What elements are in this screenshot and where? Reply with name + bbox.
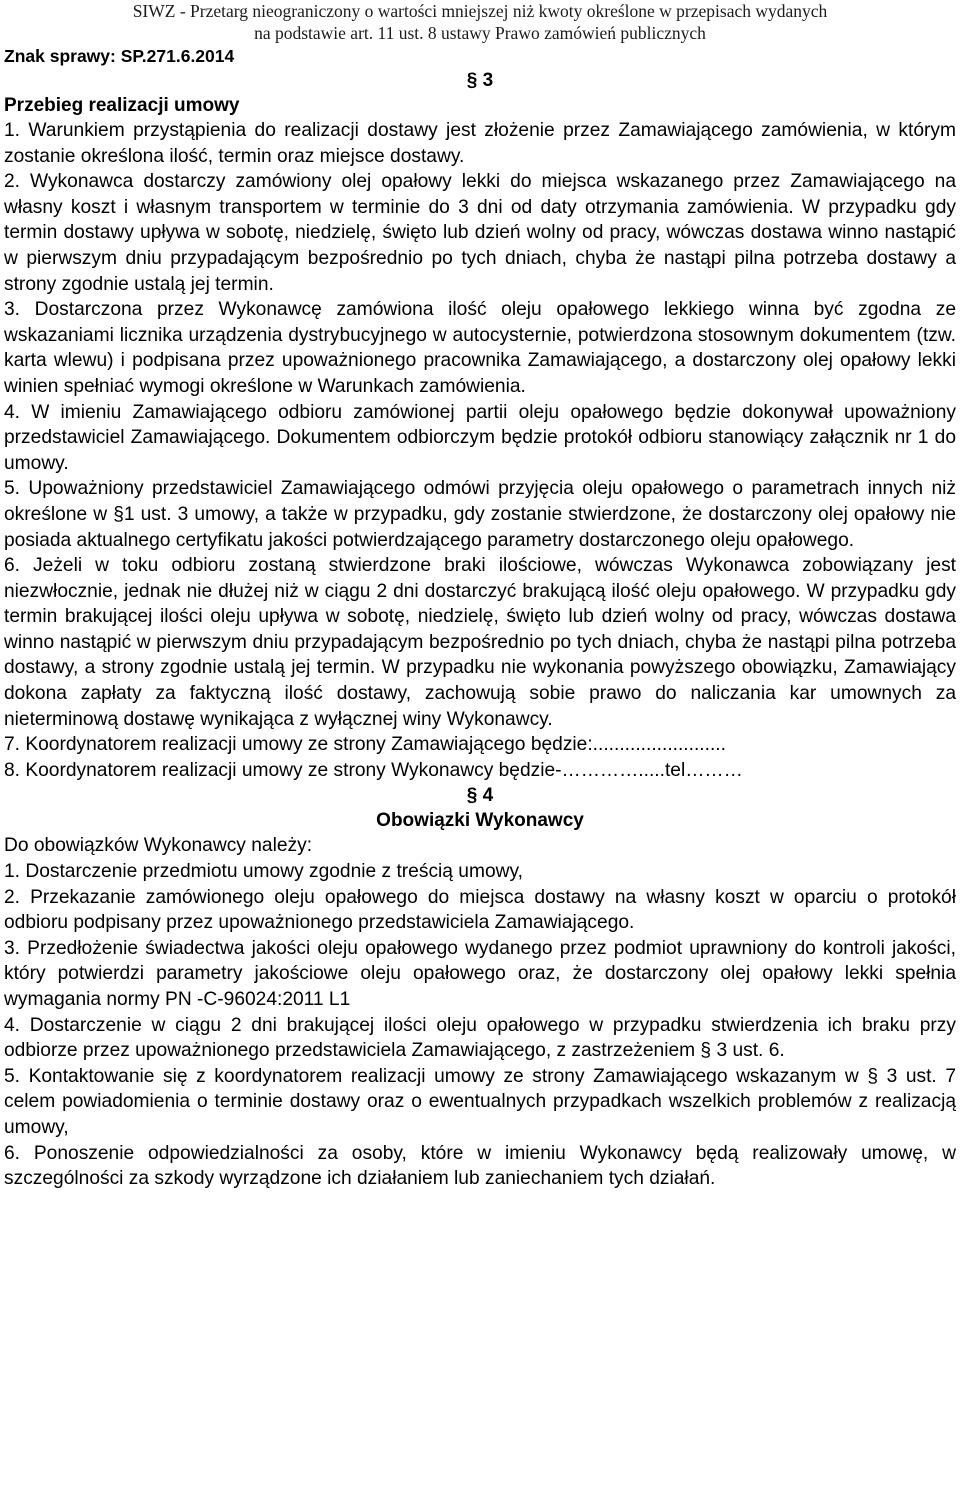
section-3-title: Przebieg realizacji umowy xyxy=(4,95,240,116)
section-3-paragraph-1: 1. Warunkiem przystąpienia do realizacji dostawy jest złożenie przez Zamawiającego zamówienia, w którym zostanie określona ilość, termin oraz miejsce dostawy. xyxy=(4,120,956,167)
section-4-intro: Do obowiązków Wykonawcy należy: xyxy=(4,835,313,857)
section-3-sign: § 3 xyxy=(466,70,494,91)
section-4-body xyxy=(4,833,956,1191)
section-4-title: Obowiązki Wykonawcy xyxy=(376,810,584,832)
case-number: Znak sprawy: SP.271.6.2014 xyxy=(4,46,235,66)
section-3-paragraph-7: 7. Koordynatorem realizacji umowy ze strony Zamawiającego będzie:......................... xyxy=(4,734,726,756)
section-4-paragraph-2: 2. Przekazanie zamówionego oleju opałowego do miejsca dostawy na własny koszt w oparciu o protokół odbioru podpisany przez upoważnionego przedstawiciela Zamawiającego. xyxy=(4,886,956,934)
section-3-paragraph-4: 4. W imieniu Zamawiającego odbioru zamówionej partii oleju opałowego będzie dokonywał upoważniony przedstawiciel Zamawiającego. Dokumentem odbiorczym będzie protokół odbioru stanowiący załącznik nr 1 do umowy. xyxy=(4,401,956,474)
section-4-paragraph-4: 4. Dostarczenie w ciągu 2 dni brakującej ilości oleju opałowego w przypadku stwierdzenia ich braku przy odbiorze przez upoważnionego przedstawiciela Zamawiającego, z zastrzeżeniem § 3 ust. 6. xyxy=(4,1014,956,1062)
section-4-paragraph-3: 3. Przedłożenie świadectwa jakości oleju opałowego wydanego przez podmiot uprawniony do kontroli jakości, który potwierdzi parametry jakościowe oleju opałowego oraz, że dostarczony olej opałowy lekki spełnia wymagania normy PN -C-96024:2011 L1 xyxy=(4,937,956,1010)
header-line-1: SIWZ - Przetarg nieograniczony o wartości mniejszej niż kwoty określone w przepisach wydanych xyxy=(132,1,828,21)
section-3-paragraph-2: 2. Wykonawca dostarczy zamówiony olej opałowy lekki do miejsca wskazanego przez Zamawiającego na własny koszt i własnym transportem w terminie do 3 dni od daty otrzymania zamówienia. W przypadku gdy termin dostawy upływa w sobotę, niedzielę, święto lub dzień wolny od pracy, wówczas dostawa winno nastąpić w pierwszym dniu przypadającym bezpośrednio po tych dniach, chyba że nastąpi pilna potrzeba dostawy a strony zgodnie ustalą jej termin. xyxy=(4,171,956,295)
section-3-paragraph-8: 8. Koordynatorem realizacji umowy ze strony Wykonawcy będzie-………….....tel……… xyxy=(4,759,743,781)
section-3-paragraph-6: 6. Jeżeli w toku odbioru zostaną stwierdzone braki ilościowe, wówczas Wykonawca zobowiązany jest niezwłocznie, jednak nie dłużej niż w ciągu 2 dni dostarczyć brakującą ilość oleju opałowego. W przypadku gdy termin brakującej ilości oleju upływa w sobotę, niedzielę, święto lub dzień wolny od pracy, wówczas dostawa winno nastąpić w pierwszym dniu przypadającym bezpośrednio po tych dniach, chyba że nastąpi pilna potrzeba dostawy, a strony zgodnie ustalą jej termin. W przypadku nie wykonania powyższego obowiązku, Zamawiający dokona zapłaty za faktyczną ilość dostawy, zachowują sobie prawo do naliczania kar umownych za nieterminową dostawę wynikająca z wyłącznej winy Wykonawcy. xyxy=(4,555,956,730)
document-header xyxy=(4,0,956,44)
section-4-paragraph-1: 1. Dostarczenie przedmiotu umowy zgodnie z treścią umowy, xyxy=(4,861,523,883)
section-4-paragraph-5: 5. Kontaktowanie się z koordynatorem realizacji umowy ze strony Zamawiającego wskazanym w § 3 ust. 7 celem powiadomienia o terminie dostawy oraz o ewentualnych przypadkach wszelkich problemów z realizacją umowy, xyxy=(4,1065,956,1138)
section-3-paragraph-3: 3. Dostarczona przez Wykonawcę zamówiona ilość oleju opałowego lekkiego winna być zgodna ze wskazaniami licznika urządzenia dystrybucyjnego w autocysternie, potwierdzona stosownym dokumentem (tzw. karta wlewu) i podpisana przez upoważnionego pracownika Zamawiającego, a dostarczony olej opałowy lekki winien spełniać wymogi określone w Warunkach zamówienia. xyxy=(4,299,956,397)
section-3-body xyxy=(4,118,956,783)
header-line-2: na podstawie art. 11 ust. 8 ustawy Prawo zamówień publicznych xyxy=(254,23,706,43)
section-4-sign: § 4 xyxy=(466,785,494,807)
section-4-paragraph-6: 6. Ponoszenie odpowiedzialności za osoby, które w imieniu Wykonawcy będą realizowały umowę, w szczególności za szkody wyrządzone ich działaniem lub zaniechaniem tych działań. xyxy=(4,1142,956,1190)
section-3-paragraph-5: 5. Upoważniony przedstawiciel Zamawiającego odmówi przyjęcia oleju opałowego o parametrach innych niż określone w §1 ust. 3 umowy, a także w przypadku, gdy zostanie stwierdzone, że dostarczony olej opałowy nie posiada aktualnego certyfikatu jakości potwierdzającego parametry dostarczonego oleju opałowego. xyxy=(4,478,956,551)
